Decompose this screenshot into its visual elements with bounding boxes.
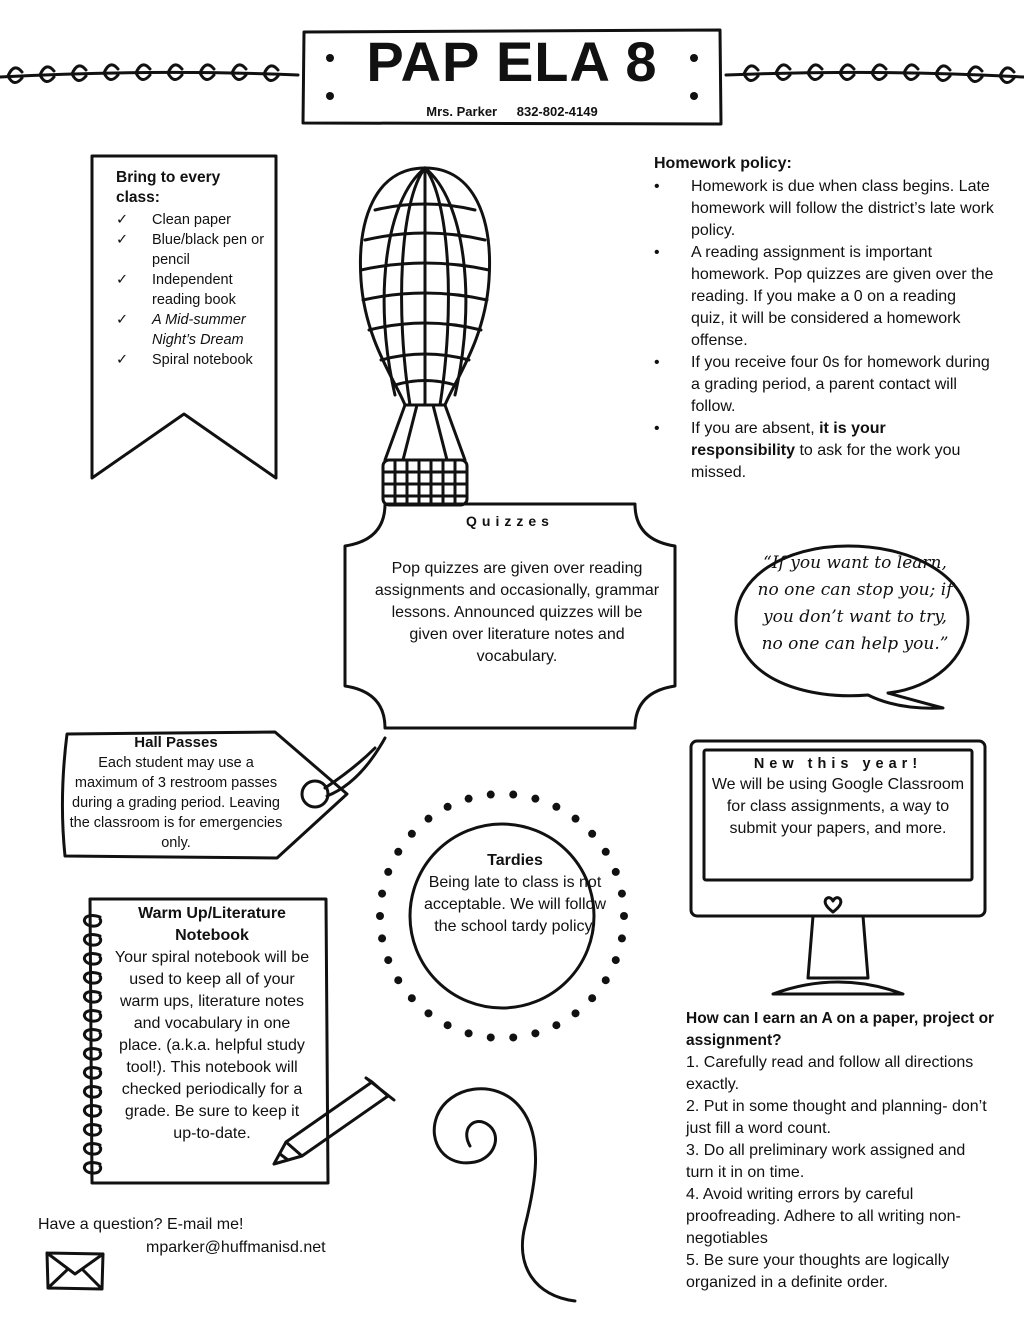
- notebook-ring: [84, 916, 100, 927]
- page-title: PAP ELA 8: [366, 30, 658, 93]
- quizzes-heading: Quizzes: [466, 513, 554, 529]
- bring-item: ✓ Blue/black pen or pencil: [116, 230, 266, 270]
- decorative-dot: [487, 1033, 495, 1041]
- homework-item-absent: • If you are absent, it is your responsibility to ask for the work you missed.: [654, 418, 994, 484]
- heart-icon: [823, 896, 843, 914]
- homework-item: • Homework is due when class begins. Late homework will follow the district’s late work policy.: [654, 176, 994, 242]
- decorative-dot: [588, 830, 596, 838]
- decorative-dot: [444, 1021, 452, 1029]
- right-vine-decoration: [724, 55, 1024, 95]
- contact-prompt: Have a question? E-mail me!: [38, 1216, 244, 1233]
- decorative-dot: [384, 956, 392, 964]
- left-vine-decoration: [0, 55, 300, 95]
- bring-heading: Bring to every class:: [116, 169, 221, 206]
- decorative-dot: [384, 868, 392, 876]
- homework-item: • If you receive four 0s for homework during a grading period, a parent contact will follow.: [654, 352, 994, 418]
- notebook-ring: [84, 935, 100, 946]
- hall-pass-panel: [65, 733, 287, 853]
- decorative-dot: [602, 976, 610, 984]
- notebook-ring: [84, 992, 100, 1003]
- homework-heading: Homework policy:: [654, 155, 792, 172]
- notebook-ring: [84, 973, 100, 984]
- decorative-dot: [394, 976, 402, 984]
- bring-item: ✓ Independent reading book: [116, 270, 266, 310]
- decorative-dot: [552, 803, 560, 811]
- decorative-dot: [618, 890, 626, 898]
- decorative-dot: [572, 1009, 580, 1017]
- decorative-dot: [378, 890, 386, 898]
- earn-a-step: 2. Put in some thought and planning- don’t just fill a word count.: [686, 1098, 987, 1137]
- decorative-dot: [408, 994, 416, 1002]
- tardies-panel: [420, 850, 610, 938]
- pencil-icon: [268, 1076, 398, 1168]
- quizzes-body: Pop quizzes are given over reading assignments and occasionally, grammar lessons. Announced quizzes will be given over literature notes and vocabulary.: [374, 560, 660, 665]
- tardies-body: Being late to class is not acceptable. We will follow the school tardy policy.: [423, 874, 606, 935]
- notebook-ring: [84, 1030, 100, 1041]
- teacher-phone: 832-802-4149: [516, 104, 598, 119]
- decorative-dot: [612, 868, 620, 876]
- decorative-dot: [509, 1033, 517, 1041]
- quote-text: “If you want to learn, no one can stop you; if you don’t want to try, no one can help you.”: [757, 553, 953, 654]
- decorative-dot: [424, 1009, 432, 1017]
- earn-a-panel: [686, 1008, 996, 1294]
- teacher-info: [300, 104, 724, 119]
- earn-a-step: 3. Do all preliminary work assigned and turn it in on time.: [686, 1142, 966, 1181]
- decorative-dot: [465, 1029, 473, 1037]
- decorative-dot: [572, 815, 580, 823]
- decorative-dot: [378, 934, 386, 942]
- earn-a-heading: How can I earn an A on a paper, project or assignment?: [686, 1010, 995, 1049]
- decorative-dot: [509, 791, 517, 799]
- homework-policy-panel: [654, 152, 994, 484]
- earn-a-step: 1. Carefully read and follow all directions exactly.: [686, 1054, 974, 1093]
- notebook-heading: Warm Up/Literature Notebook: [138, 905, 286, 944]
- decorative-dot: [552, 1021, 560, 1029]
- new-this-year-heading: New this year!: [753, 756, 923, 772]
- earn-a-step: 4. Avoid writing errors by careful proofreading. Adhere to all writing non-negotiables: [686, 1186, 961, 1247]
- notebook-ring: [84, 954, 100, 965]
- bring-item: ✓ Spiral notebook: [116, 350, 266, 370]
- hot-air-balloon-icon: [355, 160, 495, 520]
- decorative-dot: [618, 934, 626, 942]
- hall-pass-body: Each student may use a maximum of 3 restroom passes during a grading period. Leaving the classroom is for emergencies only.: [69, 755, 283, 851]
- decorative-dot: [408, 830, 416, 838]
- swirl-icon: [415, 1076, 595, 1306]
- decorative-dot: [531, 1029, 539, 1037]
- hall-pass-heading: Hall Passes: [134, 734, 218, 751]
- teacher-name: Mrs. Parker: [426, 104, 498, 119]
- decorative-dot: [588, 994, 596, 1002]
- decorative-dot: [531, 795, 539, 803]
- bring-item: ✓ A Mid-summer Night’s Dream: [116, 310, 266, 350]
- bring-list-panel: [116, 168, 266, 370]
- bring-item: ✓ Clean paper: [116, 210, 266, 230]
- decorative-dot: [487, 791, 495, 799]
- decorative-dot: [620, 912, 628, 920]
- new-this-year-panel: [710, 754, 966, 840]
- envelope-icon: [44, 1250, 106, 1292]
- decorative-dot: [444, 803, 452, 811]
- notebook-ring: [84, 1011, 100, 1022]
- decorative-dot: [424, 815, 432, 823]
- new-this-year-body: We will be using Google Classroom for class assignments, a way to submit your papers, and more.: [711, 776, 965, 837]
- notebook-body: Your spiral notebook will be used to keep all of your warm ups, literature notes and vocabulary in one place. (a.k.a. helpful study tool!). This notebook will checked periodically for a grade. Be sure to keep it up-to-date.: [114, 949, 310, 1142]
- homework-item: • A reading assignment is important homework. Pop quizzes are given over the reading. If you make a 0 on a reading quiz, it will be considered a homework offense.: [654, 242, 994, 352]
- decorative-dot: [376, 912, 384, 920]
- decorative-dot: [465, 795, 473, 803]
- decorative-dot: [612, 956, 620, 964]
- earn-a-step: 5. Be sure your thoughts are logically organized in a definite order.: [686, 1252, 950, 1291]
- decorative-dot: [394, 848, 402, 856]
- contact-email[interactable]: mparker@huffmanisd.net: [146, 1239, 326, 1256]
- tardies-heading: Tardies: [487, 852, 543, 869]
